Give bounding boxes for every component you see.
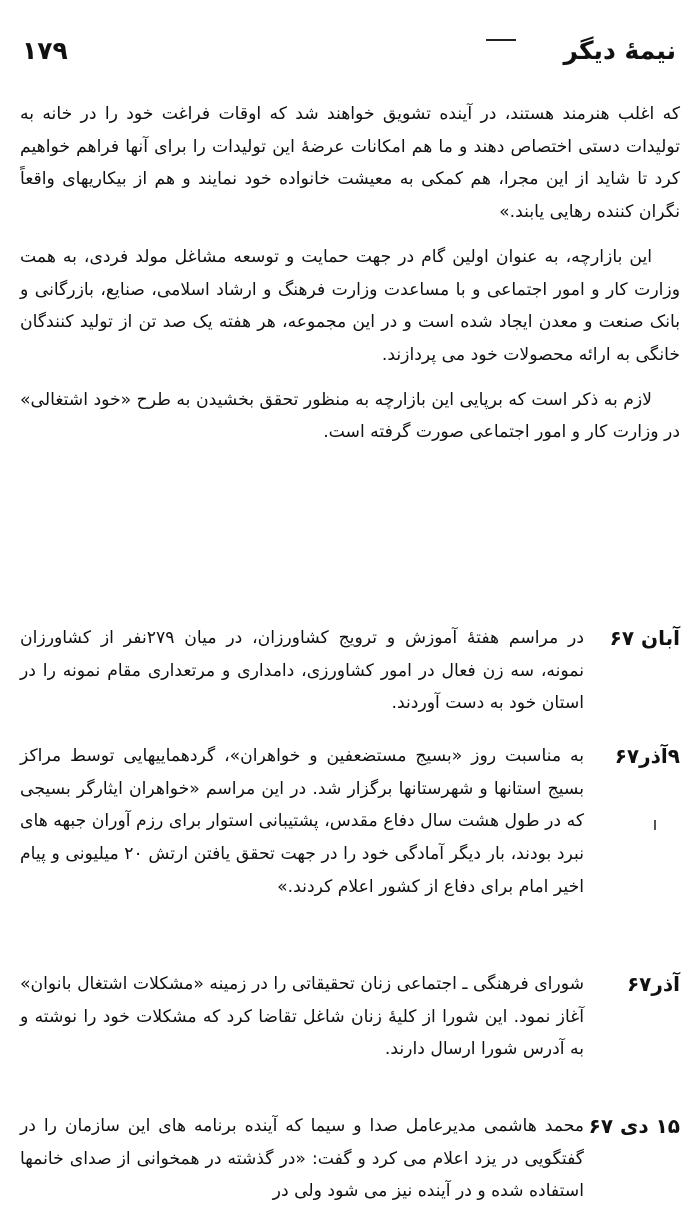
paragraph: این بازارچه، به عنوان اولین گام در جهت حمایت و توسعه مشاغل مولد فردی، به همت وزارت کار و امور اجتماعی و با مساعدت وزارت فرهنگ و ارشاد اسلامی، صنایع، بازرگانی و بانک صنعت و معدن ایجاد شده است و در این مجموعه، هر هفته یک صد تن از تولید کنندگان خانگی به ارائه محصولات خود می پردازند. — [20, 246, 680, 365]
running-title: نیمهٔ دیگر — [563, 36, 676, 65]
paragraph: لازم به ذکر است که برپایی این بازارچه به منظور تحقق بخشیدن به طرح «خود اشتغالی» در وزارت کار و امور اجتماعی صورت گرفته است. — [20, 389, 680, 443]
intro-section — [20, 98, 680, 461]
entry-date: ۱۵ دی ۶۷ — [588, 1114, 680, 1138]
entry-text: محمد هاشمی مدیرعامل صدا و سیما که آینده برنامه های این سازمان را در گفتگویی در یزد اعلام می کرد و گفت: «در گذشته در همخوانی از صدای خانمها استفاده شده و در آینده نیز می شود ولی در — [20, 1116, 584, 1202]
entry-date: ۹آذر۶۷ — [614, 744, 680, 768]
chronology-entry — [20, 622, 680, 720]
entry-text: به مناسبت روز «بسیج مستضعفین و خواهران»، گردهماییهایی توسط مراکز بسیج استانها و شهرستانها برگزار شد. در این مراسم «خواهران ایثارگر بسیجی که در طول هشت سال دفاع مقدس، پشتیبانی استوار برای رزم آوران جبهه های نبرد بودند، بار دیگر آمادگی خود را در جهت تحقق یافتن ارتش ۲۰ میلیونی و پیام اخیر امام برای دفاع از کشور اعلام کردند.» — [20, 746, 584, 897]
chronology-entry — [20, 1110, 680, 1208]
entry-text: در مراسم هفتهٔ آموزش و ترویج کشاورزان، در میان ۲۷۹نفر از کشاورزان نمونه، سه زن فعال در امور کشاورزی، دامداری و مرتعداری مقام نمونه را در استان خود به دست آوردند. — [20, 628, 585, 714]
page-number: ۱۷۹ — [22, 36, 68, 65]
chronology-entry — [20, 740, 680, 904]
margin-mark — [654, 820, 656, 830]
entry-date: آبان ۶۷ — [609, 626, 680, 650]
paragraph: که اغلب هنرمند هستند، در آینده تشویق خواهند شد که اوقات فراغت خود را در خانه به تولیدات دستی اختصاص دهند و ما هم امکانات عرضهٔ این تولیدات را برای آنها فراهم خواهیم کرد تا شاید از این مجرا، هم کمکی به معیشت خانواده خود نمایند و هم از بیکاریهای واقعاً نگران کننده رهایی یابند.» — [20, 104, 680, 223]
header-mark — [486, 39, 516, 41]
entry-date: آذر۶۷ — [626, 972, 680, 996]
chronology-entry — [20, 968, 680, 1066]
entry-text: شورای فرهنگی ـ اجتماعی زنان تحقیقاتی را در زمینه «مشکلات اشتغال بانوان» آغاز نمود. این شورا از کلیهٔ زنان شاغل تقاضا کرد که مشکلات خود را نوشته و به آدرس شورا ارسال دارند. — [20, 974, 584, 1060]
